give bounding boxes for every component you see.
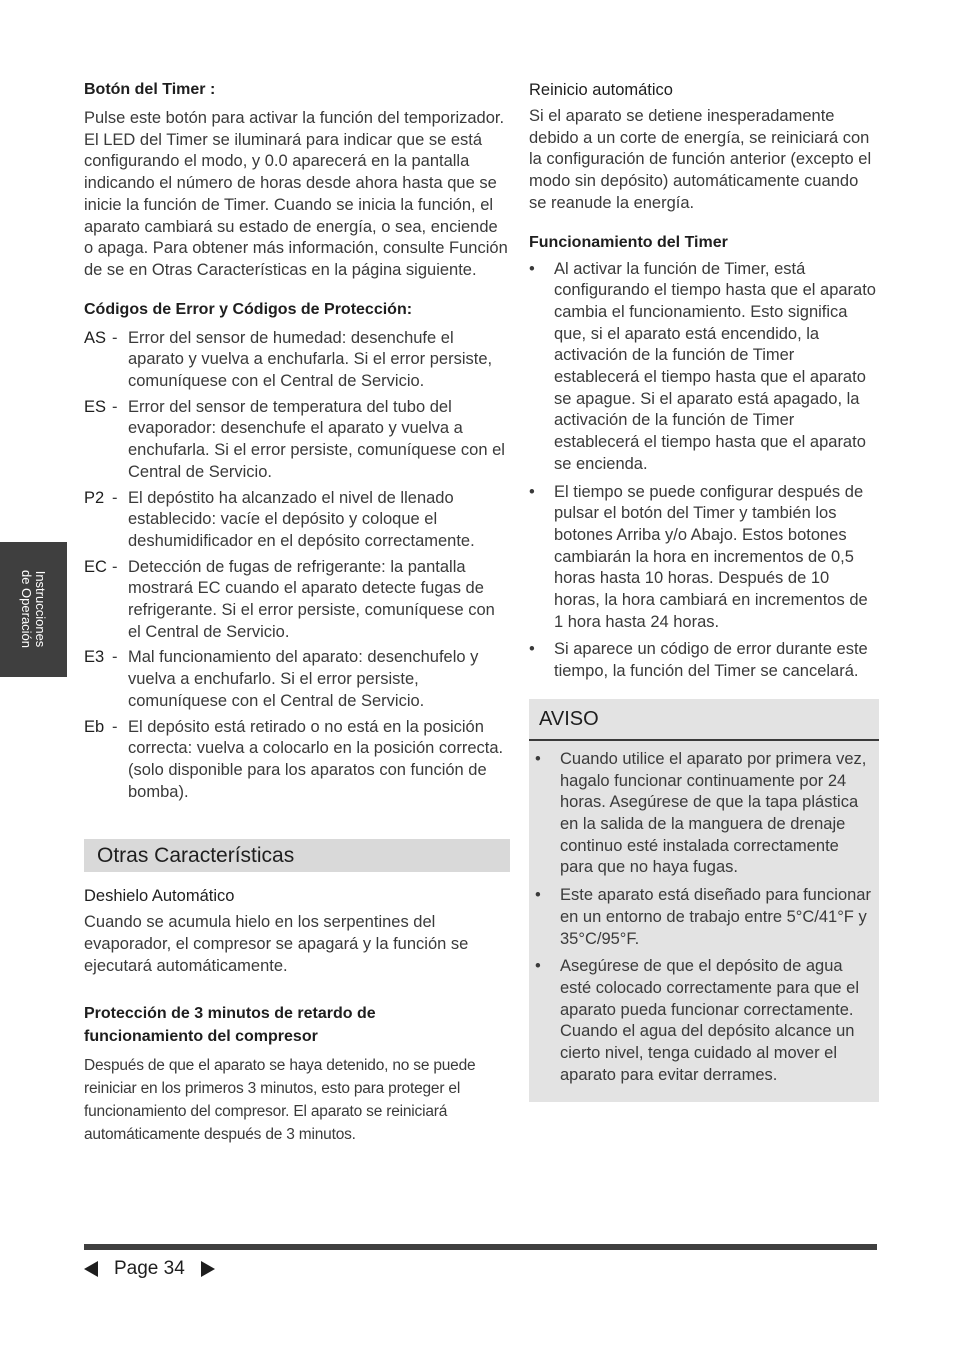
list-item: • Este aparato está diseñado para funcionar en un entorno de trabajo entre 5°C/41°F y 35°C/95°F.: [535, 886, 871, 948]
aviso-box: [529, 699, 879, 1103]
bullet-icon: •: [529, 482, 535, 501]
error-item: AS - Error del sensor de humedad: desenchufe el aparato y vuelva a enchufarla. Si el error persiste, comuníquese con el Central de Servicio.: [84, 328, 510, 393]
error-description: Mal funcionamiento del aparato: desenchufelo y vuelva a enchufarlo. Si el error persiste, comuníquese con el Central de Servicio.: [128, 648, 479, 710]
error-description: Error del sensor de humedad: desenchufe el aparato y vuelva a enchufarla. Si el error persiste, comuníquese con el Central de Servicio.: [128, 328, 493, 391]
aviso-list: [529, 741, 879, 1087]
defrost-text: Cuando se acumula hielo en los serpentines del evaporador, el compresor se apagará y la función se ejecutará automáticamente.: [84, 913, 469, 975]
error-code: EC: [84, 557, 107, 576]
aviso-header: [529, 699, 879, 741]
error-code: ES: [84, 397, 107, 416]
list-item: • Asegúrese de que el depósito de agua esté colocado correctamente para que el aparato pueda funcionar correctamente. Cuando el agua del depósito alcance un cierto nivel, tenga cuidado al mover el aparato para evitar derrames.: [535, 957, 860, 1084]
timer-button-text: Pulse este botón para activar la función del temporizador. El LED del Timer se iluminará para indicar que se está configurando el modo, y 0.0 aparecerá en la pantalla indicando el número de horas desde ahora hasta que se inicie la función de Timer. Cuando se inicia la función, el aparato cambiará su estado de energía, o sea, enciende o apaga. Para obtener más información, consulte Función de se en Otras Características en la página siguiente.: [84, 109, 508, 279]
footer-rule: [84, 1244, 877, 1250]
section-side-tab: [0, 542, 67, 677]
left-column: [84, 80, 510, 1146]
auto-restart-heading: Reinicio automático: [529, 81, 673, 99]
aviso-title: AVISO: [539, 707, 599, 730]
side-tab-label: Instrucciones de Operación: [19, 569, 48, 649]
compressor-heading: Protección de 3 minutos de retardo de funcionamiento del compresor: [84, 1004, 376, 1045]
timer-operation-heading: Funcionamiento del Timer: [529, 233, 728, 251]
error-code: P2: [84, 488, 105, 507]
next-page-icon[interactable]: [201, 1261, 215, 1277]
bullet-icon: •: [529, 259, 535, 278]
page-footer: [84, 1258, 215, 1280]
page-number: Page 34: [114, 1258, 185, 1279]
error-code: Eb: [84, 717, 105, 736]
error-item: P2 - El depóstito ha alcanzado el nivel de llenado establecido: vacíe el depósito y coloque el deshumidificador en el depósito correctamente.: [84, 488, 510, 553]
list-item: • El tiempo se puede configurar después de pulsar el botón del Timer y también los botones Arriba y/o Abajo. Estos botones cambiarán la hora en incrementos de 0,5 horas hasta 10 horas. Después de 10 horas, la hora cambiará en incrementos de 1 hora hasta 24 horas.: [529, 482, 868, 631]
other-features-title: Otras Características: [97, 844, 295, 868]
timer-operation-list: [529, 259, 879, 683]
list-item: • Al activar la función de Timer, está configurando el tiempo hasta que el aparato cambia el funcionamiento. Esto significa que, si el aparato está encendido, la activación de la función de Timer establecerá el tiempo hasta que el aparato se apague. Si el aparato está apagado, la activación de la función de Timer establecerá el tiempo hasta que el aparato se encienda.: [529, 259, 876, 473]
bullet-icon: •: [529, 640, 535, 659]
defrost-heading: Deshielo Automático: [84, 887, 235, 906]
bullet-icon: •: [535, 886, 541, 905]
error-codes-heading: Códigos de Error y Códigos de Protección:: [84, 300, 413, 318]
error-description: El depóstito ha alcanzado el nivel de llenado establecido: vacíe el depósito y coloque el deshumidificador en el depósito correctamente.: [128, 488, 475, 550]
list-item: • Cuando utilice el aparato por primera vez, hagalo funcionar continuamente por 24 horas. Asegúrese de que la tapa plástica en la salida de la manguera de drenaje continuo esté instalada correctamente para que no haya fugas.: [535, 749, 867, 877]
error-code: AS: [84, 328, 107, 347]
right-column: [529, 80, 879, 1102]
bullet-icon: •: [535, 749, 541, 768]
error-code: E3: [84, 648, 105, 667]
auto-restart-text: Si el aparato se detiene inesperadamente debido a un corte de energía, se reiniciará con la configuración de función anterior (excepto el modo sin depósito) automáticamente cuando se reanude la energía.: [529, 107, 872, 212]
compressor-text: Después de que el aparato se haya detenido, no se puede reiniciar en los primeros 3 minutos, esto para proteger el funcionamiento del compresor. El aparato se reiniciará automáticamente después de 3 minutos.: [84, 1056, 476, 1143]
error-code-list: [84, 328, 510, 804]
error-description: El depósito está retirado o no está en la posición correcta: vuelva a colocarlo en la posición correcta. (solo disponible para los aparatos con función de bomba).: [128, 717, 504, 801]
other-features-section-bar: [84, 839, 510, 872]
bullet-icon: •: [535, 957, 541, 976]
error-item: Eb - El depósito está retirado o no está en la posición correcta: vuelva a colocarlo en la posición correcta. (solo disponible para los aparatos con función de bomba).: [84, 717, 510, 804]
error-description: Detección de fugas de refrigerante: la pantalla mostrará EC cuando el aparato detecte fugas de refrigerante. Si el error persiste, comuníquese con el Central de Servicio.: [128, 557, 495, 641]
error-item: EC - Detección de fugas de refrigerante: la pantalla mostrará EC cuando el aparato detecte fugas de refrigerante. Si el error persiste, comuníquese con el Central de Servicio.: [84, 557, 510, 644]
error-item: E3 - Mal funcionamiento del aparato: desenchufelo y vuelva a enchufarlo. Si el error persiste, comuníquese con el Central de Servicio.: [84, 647, 510, 712]
list-item: • Si aparece un código de error durante este tiempo, la función del Timer se cancelará.: [529, 640, 868, 681]
timer-button-heading: Botón del Timer :: [84, 81, 216, 98]
error-description: Error del sensor de temperatura del tubo del evaporador: desenchufe el aparato y vuelva a enchufarla. Si el error persiste, comuníquese con el Central de Servicio.: [128, 397, 505, 481]
error-item: ES - Error del sensor de temperatura del tubo del evaporador: desenchufe el aparato y vuelva a enchufarla. Si el error persiste, comuníquese con el Central de Servicio.: [84, 397, 510, 484]
previous-page-icon[interactable]: [84, 1261, 98, 1277]
